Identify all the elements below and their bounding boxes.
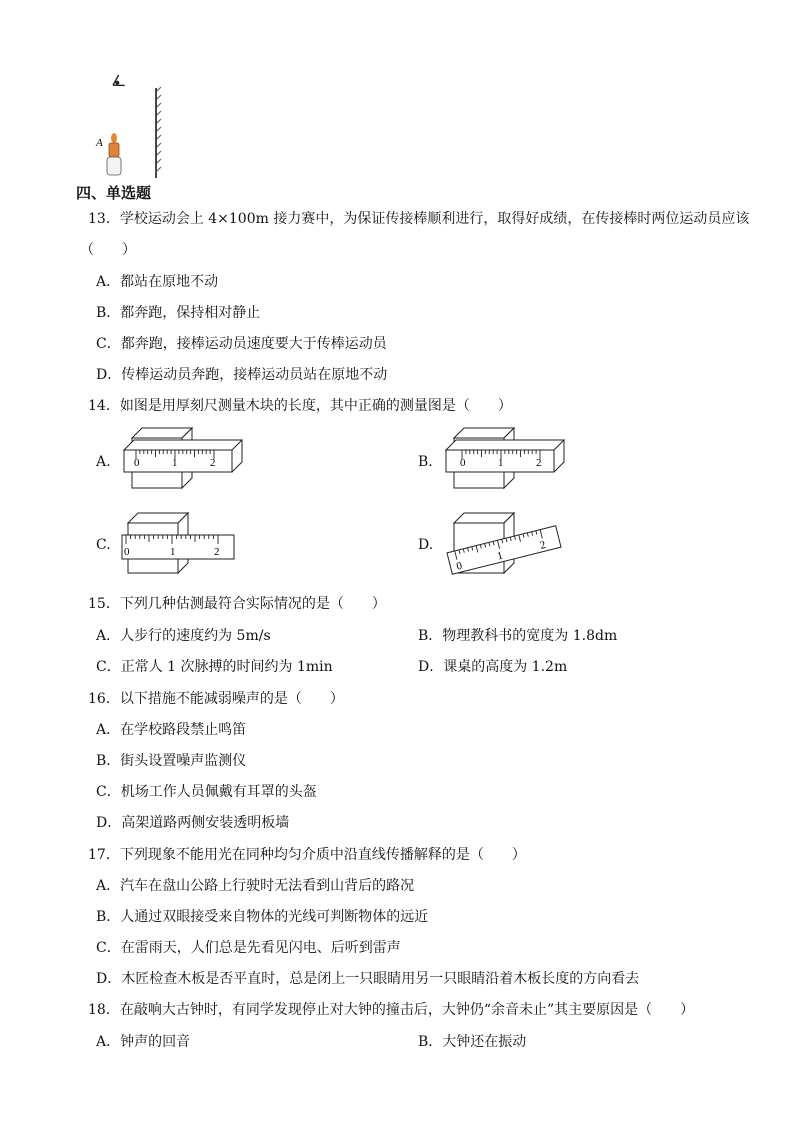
q14-label-d[interactable]: D. [418, 537, 434, 553]
q16-stem: 16．以下措施不能减弱噪声的是（ ） [88, 691, 344, 707]
q14-label-a[interactable]: A. [96, 454, 111, 470]
q15-option-a[interactable]: A．人步行的速度约为 5m/s [96, 628, 271, 644]
fig-b-tick-1: 1 [498, 457, 504, 469]
fig-b-tick-2: 2 [536, 457, 542, 469]
q18-option-a[interactable]: A．钟声的回音 [96, 1034, 191, 1050]
q18-stem: 18．在敲响大古钟时，有同学发现停止对大钟的撞击后，大钟仍“余音未止”其主要原因是（ ） [88, 1002, 695, 1018]
q13-option-d[interactable]: D．传棒运动员奔跑，接棒运动员站在原地不动 [96, 367, 388, 383]
ruler-figure-d-svg [444, 505, 574, 580]
q14-figure-d[interactable] [444, 505, 574, 580]
fig-d-tick-2: 2 [538, 538, 547, 552]
fig-a-tick-2: 2 [210, 457, 216, 469]
mirror-candle-figure [88, 70, 178, 182]
point-a-label: A [96, 137, 103, 149]
ruler-figure-c-svg [118, 505, 248, 580]
q17-stem: 17．下列现象不能用光在同种均匀介质中沿直线传播解释的是（ ） [88, 847, 526, 863]
q16-option-c[interactable]: C．机场工作人员佩戴有耳罩的头盔 [96, 784, 317, 800]
fig-d-tick-1: 1 [495, 549, 505, 563]
fig-d-tick-0: 0 [455, 559, 464, 573]
fig-a-tick-0: 0 [134, 457, 140, 469]
mirror-candle-svg [88, 70, 178, 182]
candle-icon [107, 133, 121, 175]
fig-c-tick-0: 0 [124, 546, 130, 558]
q16-option-a[interactable]: A．在学校路段禁止鸣笛 [96, 722, 247, 738]
fig-a-tick-1: 1 [172, 457, 178, 469]
fig-c-tick-2: 2 [214, 546, 220, 558]
q17-option-c[interactable]: C．在雷雨天，人们总是先看见闪电、后听到雷声 [96, 940, 401, 956]
q14-figure-c[interactable] [118, 505, 248, 580]
fig-b-tick-0: 0 [460, 457, 466, 469]
section-title: 四、单选题 [76, 184, 152, 202]
q13-stem-line2: （ ） [80, 242, 136, 258]
q17-option-d[interactable]: D．木匠检查木板是否平直时，总是闭上一只眼睛用另一只眼睛沿着木板长度的方向看去 [96, 971, 640, 987]
q16-option-b[interactable]: B．街头设置噪声监测仪 [96, 753, 247, 769]
q13-option-b[interactable]: B．都奔跑，保持相对静止 [96, 305, 261, 321]
q14-label-b[interactable]: B. [418, 454, 433, 470]
q17-option-a[interactable]: A．汽车在盘山公路上行驶时无法看到山背后的路况 [96, 878, 415, 894]
q17-option-b[interactable]: B．人通过双眼接受来自物体的光线可判断物体的远近 [96, 909, 429, 925]
fig-c-tick-1: 1 [170, 546, 176, 558]
q13-option-a[interactable]: A．都站在原地不动 [96, 274, 219, 290]
q14-stem: 14．如图是用厚刻尺测量木块的长度，其中正确的测量图是（ ） [88, 398, 512, 414]
q15-option-c[interactable]: C．正常人 1 次脉搏的时间约为 1min [96, 659, 333, 675]
q15-option-d[interactable]: D．课桌的高度为 1.2m [418, 659, 568, 675]
ruler-figure-b-svg [444, 420, 574, 495]
q13-stem: 13．学校运动会上 4×100m 接力赛中，为保证传接棒顺利进行，取得好成绩，在传接棒时两位运动员应该 [88, 211, 750, 227]
q15-stem: 15．下列几种估测最符合实际情况的是（ ） [88, 596, 386, 612]
q14-figure-b[interactable] [444, 420, 574, 495]
q13-option-c[interactable]: C．都奔跑，接棒运动员速度要大于传棒运动员 [96, 336, 387, 352]
q15-option-b[interactable]: B．物理教科书的宽度为 1.8dm [418, 628, 618, 644]
q16-option-d[interactable]: D．高架道路两侧安装透明板墙 [96, 815, 290, 831]
ruler-figure-a-svg [122, 420, 252, 495]
q14-figure-a[interactable] [122, 420, 252, 495]
eye-icon [110, 75, 125, 90]
q18-option-b[interactable]: B．大钟还在振动 [418, 1034, 527, 1050]
q14-label-c[interactable]: C. [96, 537, 111, 553]
